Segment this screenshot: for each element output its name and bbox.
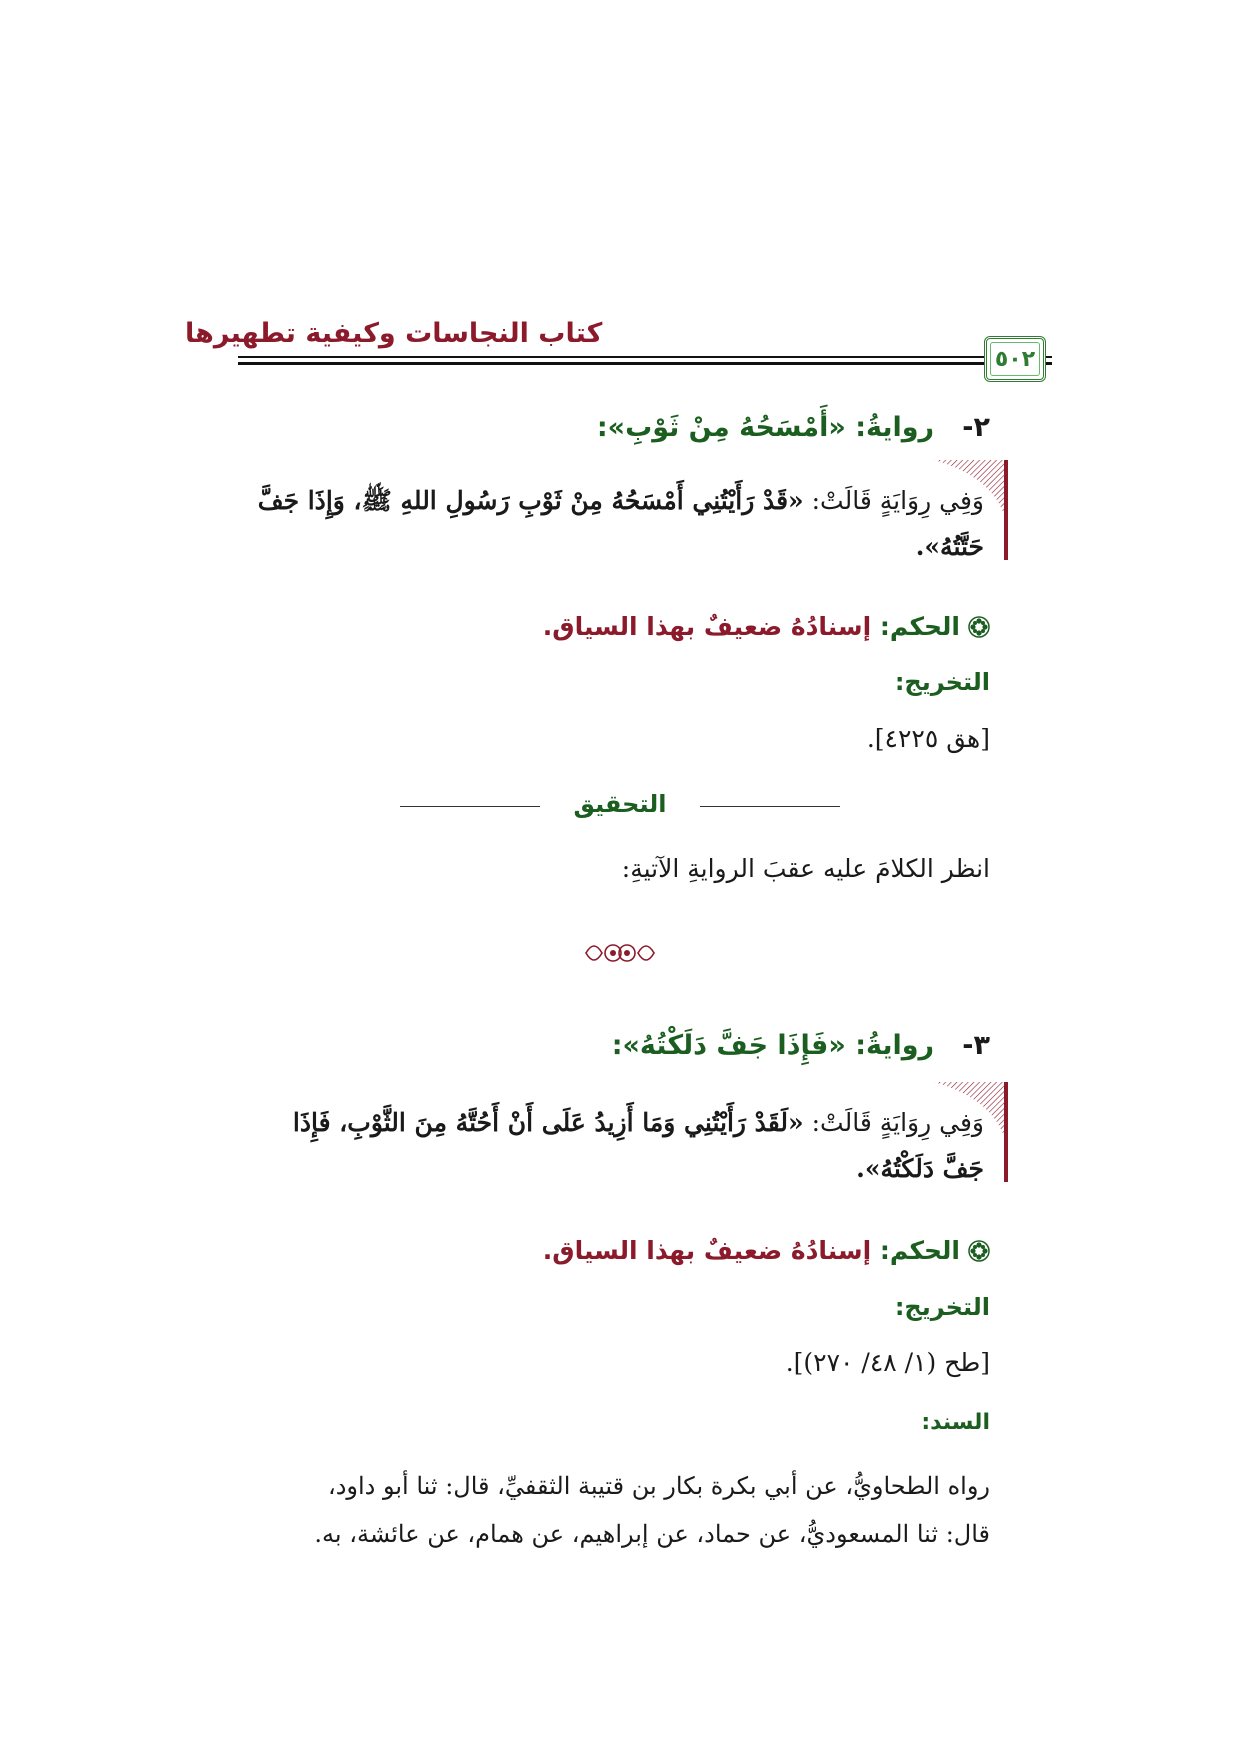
- section-heading: [230, 412, 990, 443]
- tahqiq-title: التحقيق: [573, 790, 667, 818]
- running-title: كتاب النجاسات وكيفية تطهيرها: [185, 318, 603, 349]
- quote-line: حَتَّتُهُ».: [915, 532, 984, 561]
- page-number-badge: [984, 336, 1046, 382]
- flower-icon: [968, 1240, 990, 1262]
- header-rule: [238, 362, 1004, 365]
- ruling-line: [230, 1236, 990, 1265]
- separator-ornament-icon: [580, 935, 660, 971]
- quote-intro: وَفِي رِوَايَةٍ قَالَتْ:: [803, 486, 984, 515]
- quote-intro: وَفِي رِوَايَةٍ قَالَتْ:: [803, 1108, 984, 1137]
- hadith-quote-box: [238, 460, 1008, 568]
- takhrij-reference: [هق ٤٢٢٥].: [866, 724, 990, 753]
- quote-line: جَفَّ دَلَكْتُهُ».: [856, 1154, 984, 1183]
- section-heading: [230, 1030, 990, 1061]
- ruling-value: إسنادُهُ ضعيفٌ بهذا السياق.: [542, 1236, 872, 1265]
- sanad-label: السند:: [921, 1410, 990, 1435]
- page-number: ٥٠٢: [994, 346, 1036, 372]
- quote-line: «لَقَدْ رَأَيْتُنِي وَمَا أَزِيدُ عَلَى أَنْ أَحُتَّهُ مِنَ الثَّوْبِ، فَإِذَا: [292, 1108, 804, 1137]
- sanad-line: رواه الطحاويُّ، عن أبي بكرة بكار بن قتيبة الثقفيِّ، قال: ثنا أبو داود،: [327, 1472, 990, 1500]
- header-rule: [238, 356, 1004, 358]
- quote-side-bar: [1004, 1082, 1008, 1182]
- flower-icon: [968, 616, 990, 638]
- section-number: ٣-: [962, 1030, 990, 1061]
- takhrij-label: التخريج:: [894, 1293, 990, 1321]
- hadith-quote-box: [238, 1082, 1008, 1190]
- sanad-paragraph: [210, 1462, 990, 1558]
- ruling-value: إسنادُهُ ضعيفٌ بهذا السياق.: [542, 612, 872, 641]
- takhrij-label: التخريج:: [894, 668, 990, 696]
- section-number: ٢-: [962, 412, 990, 443]
- cross-reference-note: انظر الكلامَ عليه عقبَ الروايةِ الآتيةِ:: [621, 854, 990, 883]
- sanad-line: قال: ثنا المسعوديُّ، عن حماد، عن إبراهيم، عن همام، عن عائشة، به.: [314, 1520, 990, 1548]
- tahqiq-divider: [400, 786, 840, 826]
- ruling-label: الحكم:: [871, 612, 960, 641]
- takhrij-reference: [طح (١/ ٤٨/ ٢٧٠)].: [785, 1348, 990, 1377]
- ruling-label: الحكم:: [871, 1236, 960, 1265]
- ruling-line: [230, 612, 990, 641]
- quote-line: «قَدْ رَأَيْتُنِي أَمْسَحُهُ مِنْ ثَوْبِ رَسُولِ اللهِ ﷺ، وَإِذَا جَفَّ: [257, 486, 804, 515]
- hadith-text: [238, 478, 984, 570]
- hadith-text: [238, 1100, 984, 1192]
- section-title: روايةُ: «فَإِذَا جَفَّ دَلَكْتُهُ»:: [611, 1030, 935, 1061]
- section-title: روايةُ: «أَمْسَحُهُ مِنْ ثَوْبِ»:: [596, 412, 935, 443]
- quote-side-bar: [1004, 460, 1008, 560]
